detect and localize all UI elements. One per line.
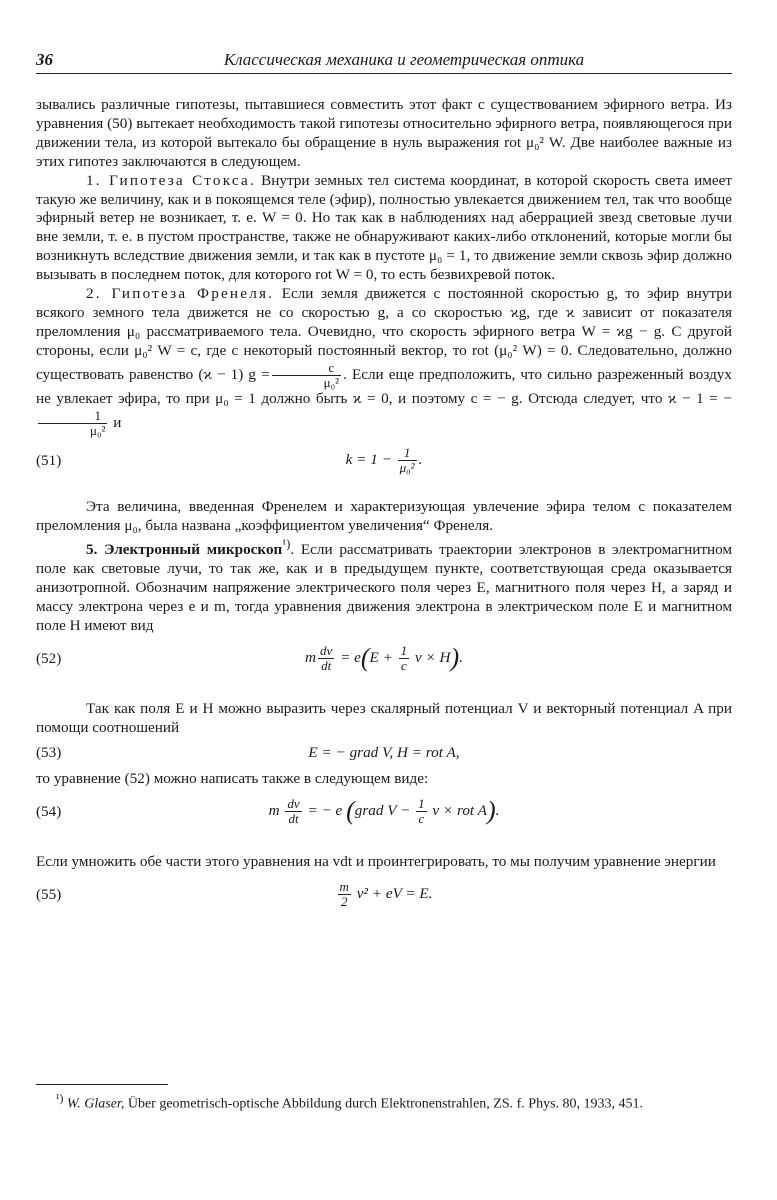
running-header bbox=[36, 48, 732, 72]
stokes-text: Внутри земных тел система координат, в которой скорость света имеет такую же величину, как и в покоящемся теле (эфир), полностью увлекается движением тел, так что вообще эфирный ветер не возникает, т. е. W = 0. Но так как в наблюдениях над аберрацией звезд световые лучи вне земли, т. е. в пустом пространстве, также не обнаруживают каких-либо отклонений, которые могли бы возникнуть вследствие движения земли, и так как в пустоте μ₀ = 1, то движение земли сквозь эфир должно вызывать в последнем поток, для которого rot W = 0, то есть безвихревой поток. bbox=[36, 171, 732, 284]
header-rule bbox=[36, 73, 732, 74]
paragraph-continuation: зывались различные гипотезы, пытавшиеся совместить этот факт с существованием эфирного ветра. Из уравнения (50) вытекает необходимость такой гипотезы относительно эфирного ветра, появляющегося при движении тела, из которой вытекало бы обращение в нуль выражения rot μ₀² W. Две наиболее важные из этих гипотез заключаются в следующем. bbox=[36, 96, 732, 170]
fresnel-text-a: Если земля движется с постоянной скоростью g, то эфир внутри всякого земного тела движется не со скоростью g, а со скоростью ϰg, где ϰ зависит от показателя преломления μ₀ рассматриваемого тела. Очевидно, что скорость эфирного ветра W = ϰg − g. С другой стороны, если μ₀² W = c, где c некоторый постоянный вектор, то rot (μ₀² W) = 0. Следовательно, должно существовать равенство (ϰ − 1) g = bbox=[36, 285, 733, 383]
fresnel-text-b: . Если еще предположить, что сильно разреженный воздух не увлекает эфира, то при μ₀ = 1 должно быть ϰ = 0, и поэтому c = − g. Отсюда следует, что ϰ − 1 = − bbox=[36, 365, 732, 407]
equation-number: (53) bbox=[36, 743, 62, 761]
section-heading: 5. Электронный микроскоп bbox=[86, 541, 283, 559]
fraction-one-over-mu: $\frac{1}{\text{μ₀²}}$ bbox=[38, 409, 107, 438]
equation-number: (51) bbox=[36, 451, 62, 469]
equation-53: (53) E = − grad V, H = rot A, bbox=[36, 743, 460, 761]
footnote-rule bbox=[36, 1084, 168, 1085]
footnote-ref: ¹) bbox=[282, 537, 291, 552]
equation-number: (55) bbox=[36, 885, 62, 903]
paragraph-electron-microscope: 5. Электронный микроскоп$^{^1)}$. Если рассматривать траектории электронов в электромагнитном поле как световые лучи, то так же, как и в предыдущем пункте, соответствующая среда оказывается анизотропной. Обозначим напряжение электрического поля через E, магнитного поля через H, а заряд и массу электрона через e и m, тогда уравнения движения электрона в электрическом поле E и магнитном поле H имеют вид bbox=[36, 537, 733, 635]
equation-55: (55) $\frac{m}{2}$ v² + eV = E. bbox=[36, 878, 433, 909]
paragraph-fresnel-coefficient: Эта величина, введенная Френелем и характеризующая увлечение эфира телом с показателем преломления μ₀, была названа „коэффициентом увеличения“ Френеля. bbox=[36, 497, 732, 534]
main-text bbox=[36, 96, 732, 924]
paragraph-fresnel bbox=[36, 285, 732, 438]
paragraph-stokes bbox=[36, 172, 732, 285]
paragraph-rewrite: то уравнение (52) можно написать также в следующем виде: bbox=[36, 769, 429, 787]
equation-51: (51) k = 1 − $\frac{1}{\text{μ₀²}}$ . bbox=[36, 444, 423, 475]
footnote-author: W. Glaser, bbox=[66, 1096, 125, 1112]
fresnel-heading: 2. Гипотеза Френеля. bbox=[86, 285, 275, 303]
fresnel-text-c: и bbox=[113, 413, 122, 431]
page bbox=[36, 48, 733, 1112]
fraction-c-over-mu: $\frac{c}{\text{μ₀²}}$ bbox=[272, 361, 341, 390]
paragraph-potentials: Так как поля E и H можно выразить через скалярный потенциал V и векторный потенциал A при помощи соотношений bbox=[36, 700, 732, 736]
paragraph-energy: Если умножить обе части этого уравнения на vdt и проинтегрировать, то мы получим уравнение энергии bbox=[36, 852, 716, 870]
page-number: 36 bbox=[36, 50, 53, 69]
equation-54: (54) m $\frac{dv}{dt}$ = − e (grad V − $\frac{1}{c}$ v × rot A). bbox=[36, 795, 500, 826]
running-title: Классическая механика и геометрическая оптика bbox=[223, 50, 585, 69]
footnote bbox=[36, 1090, 732, 1114]
equation-number: (52) bbox=[36, 650, 62, 667]
footnote-text: Über geometrisch-optische Abbildung durch Elektronenstrahlen, ZS. f. Phys. 80, 1933, 451. bbox=[127, 1096, 644, 1112]
stokes-heading: 1. Гипотеза Стокса. bbox=[86, 171, 256, 189]
footnote-marker: ¹) bbox=[56, 1092, 64, 1105]
equation-number: (54) bbox=[36, 802, 62, 820]
equation-52: (52) m $\frac{dv}{dt}$ = e(E + $\frac{1}{c}$ v × H). bbox=[36, 643, 463, 673]
